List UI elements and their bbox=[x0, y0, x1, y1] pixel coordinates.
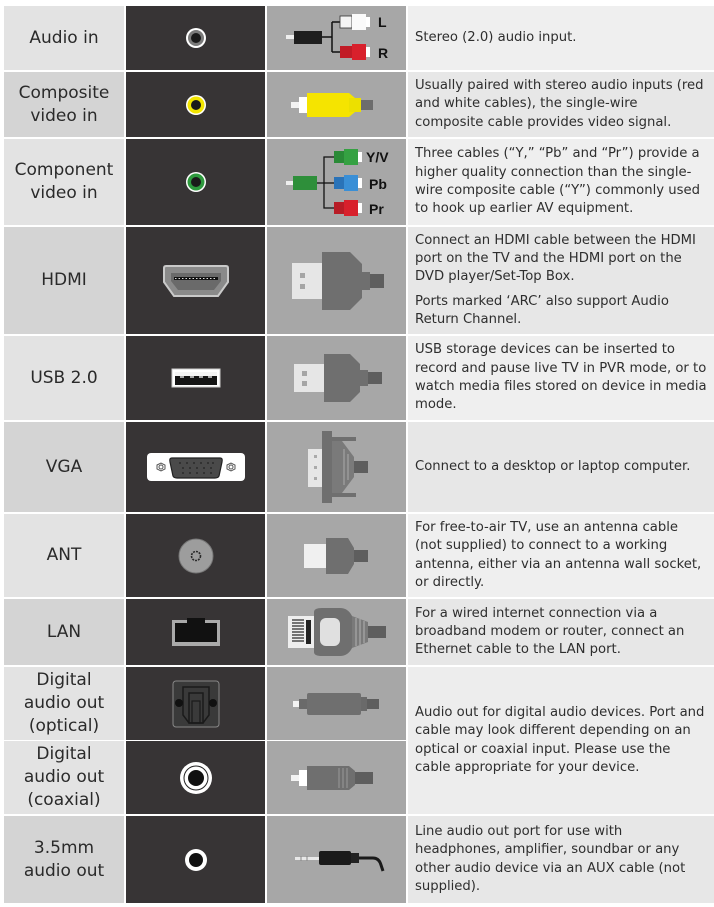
connection-name: 3.5mm audio out bbox=[4, 816, 124, 903]
ethernet-cable-icon bbox=[267, 599, 406, 665]
table-row-vga bbox=[4, 422, 714, 512]
svg-text:Pb: Pb bbox=[369, 176, 387, 192]
table-row-lan bbox=[4, 599, 714, 665]
connection-name: VGA bbox=[4, 422, 124, 512]
connection-description: Stereo (2.0) audio input. bbox=[408, 6, 714, 70]
table-row-audio-in bbox=[4, 6, 714, 70]
svg-text:Pr: Pr bbox=[369, 201, 384, 217]
coaxial-cable-icon bbox=[267, 741, 406, 814]
optical-port-icon bbox=[126, 667, 265, 740]
svg-text:L: L bbox=[378, 14, 387, 30]
composite-cable-icon bbox=[267, 72, 406, 137]
connection-description: Connect an HDMI cable between the HDMI port on the TV and the HDMI port on the DVD player/Set-Top Box. Ports marked ‘ARC’ also support Audio Return Channel. bbox=[408, 227, 714, 334]
connection-description: Usually paired with stereo audio inputs (red and white cables), the single-wire composite cable provides video signal. bbox=[408, 72, 714, 137]
table-row-composite-video-in bbox=[4, 72, 714, 137]
headphone-jack-port-icon bbox=[126, 816, 265, 903]
rca-green-port-icon bbox=[126, 139, 265, 225]
connection-name: Component video in bbox=[4, 139, 124, 225]
connection-description: Three cables (“Y,” “Pb” and “Pr”) provide a higher quality connection than the single-wire composite cable (“Y”) commonly used to hook up earlier AV equipment. bbox=[408, 139, 714, 225]
rca-yellow-port-icon bbox=[126, 72, 265, 137]
rca-audio-port-icon bbox=[126, 6, 265, 70]
vga-cable-icon bbox=[267, 422, 406, 512]
connection-description: Connect to a desktop or laptop computer. bbox=[408, 422, 714, 512]
table-row-component-video-in bbox=[4, 139, 714, 225]
hdmi-cable-icon bbox=[267, 227, 406, 334]
connection-description: Line audio out port for use with headphones, amplifier, soundbar or any other audio device via an AUX cable (not supplied). bbox=[408, 816, 714, 903]
connection-description: For a wired internet connection via a broadband modem or router, connect an Ethernet cable to the LAN port. bbox=[408, 599, 714, 665]
connection-name: Digital audio out (coaxial) bbox=[4, 741, 124, 814]
usb-port-icon bbox=[126, 336, 265, 420]
connection-name: LAN bbox=[4, 599, 124, 665]
svg-text:R: R bbox=[378, 45, 389, 61]
digital-audio-description: Audio out for digital audio devices. Port and cable may look different depending on an optical or coaxial input. Please use the cable appropriate for your device. bbox=[408, 667, 714, 814]
connection-name: Audio in bbox=[4, 6, 124, 70]
table-row-hdmi bbox=[4, 227, 714, 334]
vga-port-icon bbox=[126, 422, 265, 512]
connection-name: USB 2.0 bbox=[4, 336, 124, 420]
connection-name: Composite video in bbox=[4, 72, 124, 137]
connection-description: For free-to-air TV, use an antenna cable (not supplied) to connect to a working antenna, either via an antenna wall socket, or directly. bbox=[408, 514, 714, 597]
usb-cable-icon bbox=[267, 336, 406, 420]
stereo-rca-cable-icon bbox=[267, 6, 406, 70]
table-row-ant bbox=[4, 514, 714, 597]
table-row-3-5mm-audio-out bbox=[4, 816, 714, 903]
aux-cable-icon bbox=[267, 816, 406, 903]
connection-name: HDMI bbox=[4, 227, 124, 334]
optical-cable-icon bbox=[267, 667, 406, 740]
ethernet-port-icon bbox=[126, 599, 265, 665]
antenna-port-icon bbox=[126, 514, 265, 597]
component-cable-icon bbox=[267, 139, 406, 225]
connection-description: USB storage devices can be inserted to record and pause live TV in PVR mode, or to watch media files stored on device in media mode. bbox=[408, 336, 714, 420]
table-row-usb bbox=[4, 336, 714, 420]
connection-name: Digital audio out (optical) bbox=[4, 667, 124, 740]
svg-text:Y/V: Y/V bbox=[366, 149, 389, 165]
hdmi-port-icon bbox=[126, 227, 265, 334]
antenna-cable-icon bbox=[267, 514, 406, 597]
coaxial-port-icon bbox=[126, 741, 265, 814]
connection-name: ANT bbox=[4, 514, 124, 597]
